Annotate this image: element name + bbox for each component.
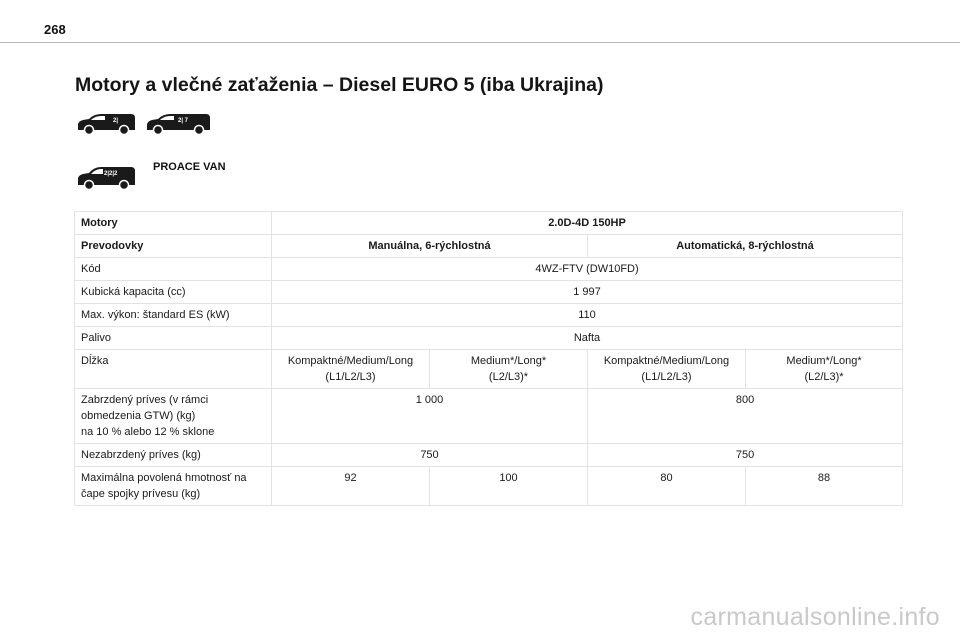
towbar-load-value: 100 — [430, 467, 588, 506]
length-name: Medium*/Long* — [786, 355, 862, 367]
row-label-capacity: Kubická kapacita (cc) — [75, 281, 272, 304]
length-code: (L1/L2/L3) — [641, 371, 692, 383]
engine-specs-table — [74, 211, 903, 506]
capacity-value: 1 997 — [272, 281, 903, 304]
length-name: Kompaktné/Medium/Long — [603, 355, 730, 367]
row-label-max-power: Max. výkon: štandard ES (kW) — [75, 304, 272, 327]
watermark: carmanualsonline.info — [690, 603, 940, 631]
max-power-value: 110 — [272, 304, 903, 327]
length-cell — [430, 350, 588, 389]
length-cell — [588, 350, 746, 389]
van-multi-seat-icon — [75, 166, 137, 192]
van-compact-icon — [75, 113, 137, 137]
svg-text:2| 7: 2| 7 — [178, 118, 189, 124]
length-cell — [272, 350, 430, 389]
label-line: Zabrzdený príves (v rámci — [81, 394, 209, 406]
svg-text:2|: 2| — [113, 118, 119, 124]
label-line: na 10 % alebo 12 % sklone — [81, 426, 215, 438]
header-divider — [0, 42, 960, 43]
towbar-load-value: 80 — [588, 467, 746, 506]
row-label-engines: Motory — [75, 212, 272, 235]
table-row — [75, 389, 903, 444]
gearbox-manual: Manuálna, 6-rýchlostná — [272, 235, 588, 258]
label-line: Maximálna povolená hmotnosť na — [81, 472, 247, 484]
length-code: (L2/L3)* — [804, 371, 844, 383]
unbraked-trailer-manual: 750 — [272, 444, 588, 467]
table-row — [75, 350, 903, 389]
table-row — [75, 304, 903, 327]
braked-trailer-manual: 1 000 — [272, 389, 588, 444]
length-cell — [746, 350, 903, 389]
table-row — [75, 444, 903, 467]
engine-name: 2.0D-4D 150HP — [272, 212, 903, 235]
towbar-load-value: 92 — [272, 467, 430, 506]
engine-code: 4WZ-FTV (DW10FD) — [272, 258, 903, 281]
row-label-length: Dĺžka — [75, 350, 272, 389]
page-number: 268 — [44, 22, 66, 37]
table-row — [75, 467, 903, 506]
label-line: čape spojky prívesu (kg) — [81, 488, 201, 500]
gearbox-automatic: Automatická, 8-rýchlostná — [588, 235, 903, 258]
braked-trailer-automatic: 800 — [588, 389, 903, 444]
unbraked-trailer-automatic: 750 — [588, 444, 903, 467]
table-row — [75, 281, 903, 304]
length-name: Medium*/Long* — [470, 355, 547, 367]
row-label-towbar-load — [75, 467, 272, 506]
table-row — [75, 235, 903, 258]
table-row — [75, 212, 903, 235]
row-label-code: Kód — [75, 258, 272, 281]
row-label-gearboxes: Prevodovky — [75, 235, 272, 258]
fuel-value: Nafta — [272, 327, 903, 350]
label-line: obmedzenia GTW) (kg) — [81, 410, 196, 422]
length-name: Kompaktné/Medium/Long — [287, 355, 414, 367]
row-label-braked-trailer — [75, 389, 272, 444]
page-title: Motory a vlečné zaťaženia – Diesel EURO 5 (iba Ukrajina) — [75, 74, 604, 96]
row-label-unbraked-trailer: Nezabrzdený príves (kg) — [75, 444, 272, 467]
length-code: (L1/L2/L3) — [325, 371, 376, 383]
row-label-fuel: Palivo — [75, 327, 272, 350]
table-row — [75, 258, 903, 281]
towbar-load-value: 88 — [746, 467, 903, 506]
model-label: PROACE VAN — [153, 161, 226, 173]
van-long-icon — [144, 113, 212, 137]
table-row — [75, 327, 903, 350]
length-code: (L2/L3)* — [488, 371, 529, 383]
svg-text:2|2|2: 2|2|2 — [104, 171, 118, 177]
